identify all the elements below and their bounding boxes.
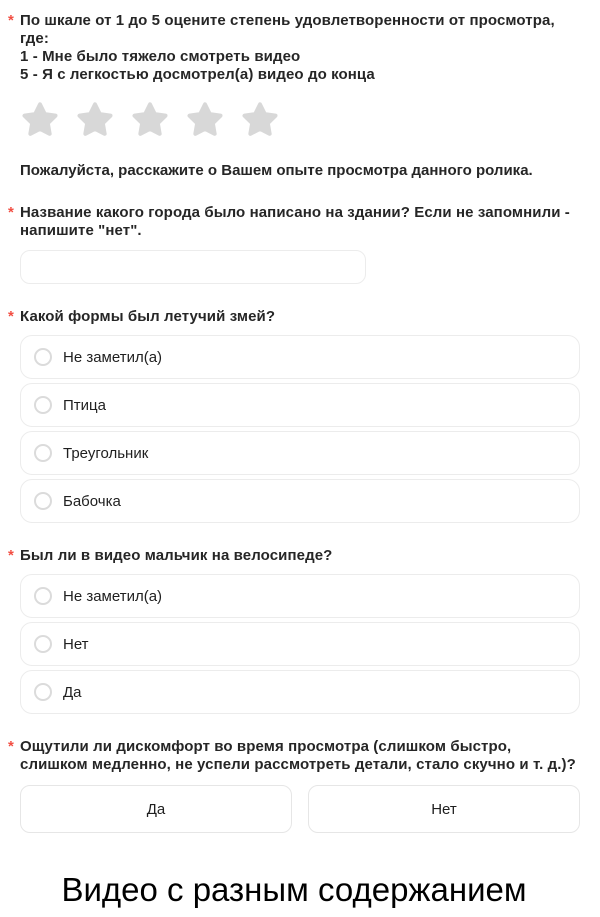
radio-option-label: Треугольник [63, 444, 149, 462]
required-marker: * [8, 204, 14, 221]
question-kite-shape [8, 308, 580, 523]
star-icon[interactable] [20, 100, 60, 140]
radio-icon [34, 492, 52, 510]
star-icon[interactable] [185, 100, 225, 140]
radio-icon [34, 587, 52, 605]
radio-option-label: Не заметил(а) [63, 587, 163, 605]
yes-button[interactable]: Да [20, 785, 292, 833]
discomfort-buttons [20, 785, 580, 833]
no-button[interactable]: Нет [308, 785, 580, 833]
radio-option-yes[interactable] [20, 670, 580, 714]
radio-option-label: Нет [63, 635, 89, 653]
question-rating-line1: По шкале от 1 до 5 оцените степень удовлетворенности от просмотра, где: [20, 12, 555, 47]
question-rating-line3: 5 - Я с легкостью досмотрел(а) видео до конца [20, 66, 375, 83]
radio-icon [34, 348, 52, 366]
radio-option-bird[interactable] [20, 383, 580, 427]
city-input[interactable] [20, 250, 366, 284]
kite-shape-options [20, 335, 580, 523]
star-icon[interactable] [240, 100, 280, 140]
radio-option-not-noticed[interactable] [20, 335, 580, 379]
question-rating-line2: 1 - Мне было тяжело смотреть видео [20, 48, 301, 65]
radio-option-label: Бабочка [63, 492, 121, 510]
required-marker: * [8, 12, 14, 29]
question-discomfort-label: Ощутили ли дискомфорт во время просмотра (слишком быстро, слишком медленно, не успели рассмотреть детали, стало скучно и т. д.)? [20, 738, 576, 773]
question-rating-label [20, 12, 580, 84]
radio-icon [34, 396, 52, 414]
radio-option-label: Да [63, 683, 82, 701]
question-city [8, 204, 580, 284]
intro-text: Пожалуйста, расскажите о Вашем опыте просмотра данного ролика. [20, 162, 533, 179]
radio-icon [34, 635, 52, 653]
question-kite-shape-label: Какой формы был летучий змей? [20, 308, 276, 325]
star-icon[interactable] [130, 100, 170, 140]
radio-option-triangle[interactable] [20, 431, 580, 475]
page-title: Видео с разным содержанием [61, 871, 527, 908]
required-marker: * [8, 547, 14, 564]
radio-icon [34, 444, 52, 462]
radio-option-label: Птица [63, 396, 106, 414]
question-rating [8, 12, 580, 140]
radio-option-label: Не заметил(а) [63, 348, 163, 366]
star-icon[interactable] [75, 100, 115, 140]
radio-option-butterfly[interactable] [20, 479, 580, 523]
question-city-label: Название какого города было написано на здании? Если не запомнили - напишите "нет". [20, 204, 570, 239]
required-marker: * [8, 308, 14, 325]
required-marker: * [8, 738, 14, 755]
star-rating [20, 100, 580, 140]
radio-option-not-noticed[interactable] [20, 574, 580, 618]
boy-bicycle-options [20, 574, 580, 714]
question-boy-bicycle-label: Был ли в видео мальчик на велосипеде? [20, 547, 333, 564]
radio-option-no[interactable] [20, 622, 580, 666]
question-discomfort [8, 738, 580, 833]
question-boy-bicycle [8, 547, 580, 714]
radio-icon [34, 683, 52, 701]
